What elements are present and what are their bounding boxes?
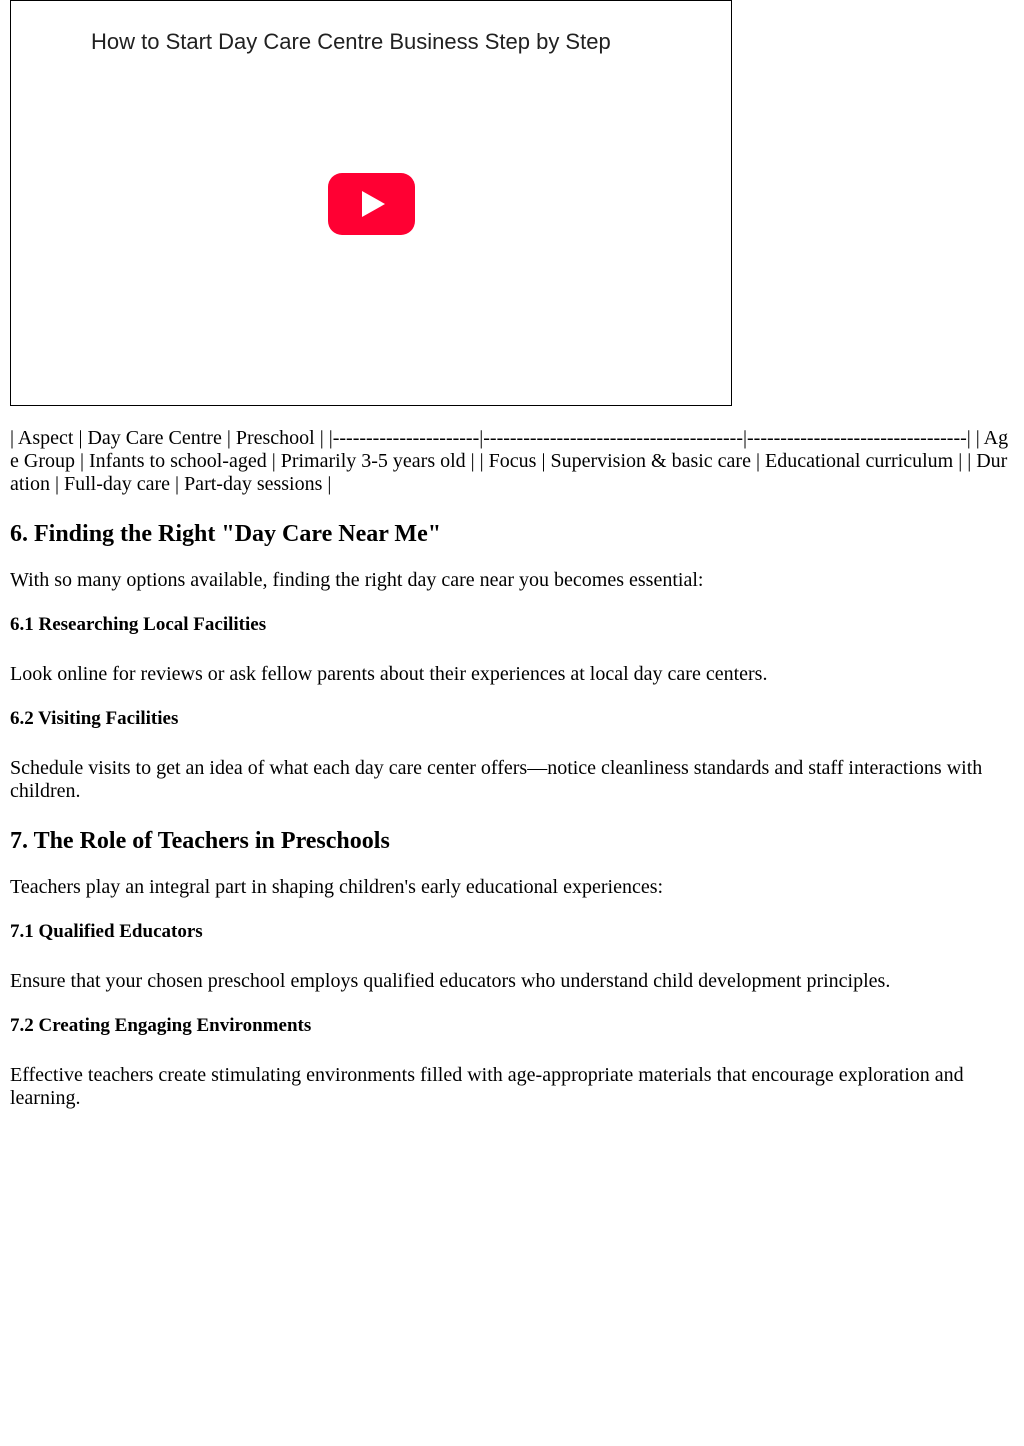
- subsection-text-researching: Look online for reviews or ask fellow parents about their experiences at local day care centers.: [10, 663, 768, 685]
- section-heading-finding-day-care: 6. Finding the Right "Day Care Near Me": [10, 521, 442, 547]
- video-embed[interactable]: [10, 0, 732, 406]
- article-content: [10, 0, 1014, 1110]
- play-button[interactable]: [328, 173, 415, 235]
- subsection-heading-engaging-environments: 7.2 Creating Engaging Environments: [10, 1015, 312, 1036]
- comparison-table-text: | Aspect | Day Care Centre | Preschool | |----------------------|---------------------------------------|---------------------------------| | Age Group | Infants to school-aged | Primarily 3-5 years old | | Focus | Supervision & basic care | Educational curriculum | | Duration | Full-day care | Part-day sessions |: [10, 427, 1009, 495]
- section-intro-finding-day-care: With so many options available, finding the right day care near you becomes essential:: [10, 569, 704, 591]
- video-title[interactable]: How to Start Day Care Centre Business Step by Step: [91, 29, 611, 54]
- subsection-heading-qualified-educators: 7.1 Qualified Educators: [10, 921, 203, 942]
- subsection-text-engaging-environments: Effective teachers create stimulating environments filled with age-appropriate materials that encourage exploration and learning.: [10, 1064, 964, 1109]
- subsection-heading-researching: 6.1 Researching Local Facilities: [10, 614, 267, 635]
- subsection-heading-visiting: 6.2 Visiting Facilities: [10, 708, 179, 729]
- subsection-text-visiting: Schedule visits to get an idea of what each day care center offers—notice cleanliness standards and staff interactions with children.: [10, 757, 983, 802]
- subsection-text-qualified-educators: Ensure that your chosen preschool employs qualified educators who understand child development principles.: [10, 970, 891, 992]
- section-intro-role-of-teachers: Teachers play an integral part in shaping children's early educational experiences:: [10, 876, 664, 898]
- play-icon[interactable]: [328, 173, 415, 235]
- section-heading-role-of-teachers: 7. The Role of Teachers in Preschools: [10, 828, 390, 854]
